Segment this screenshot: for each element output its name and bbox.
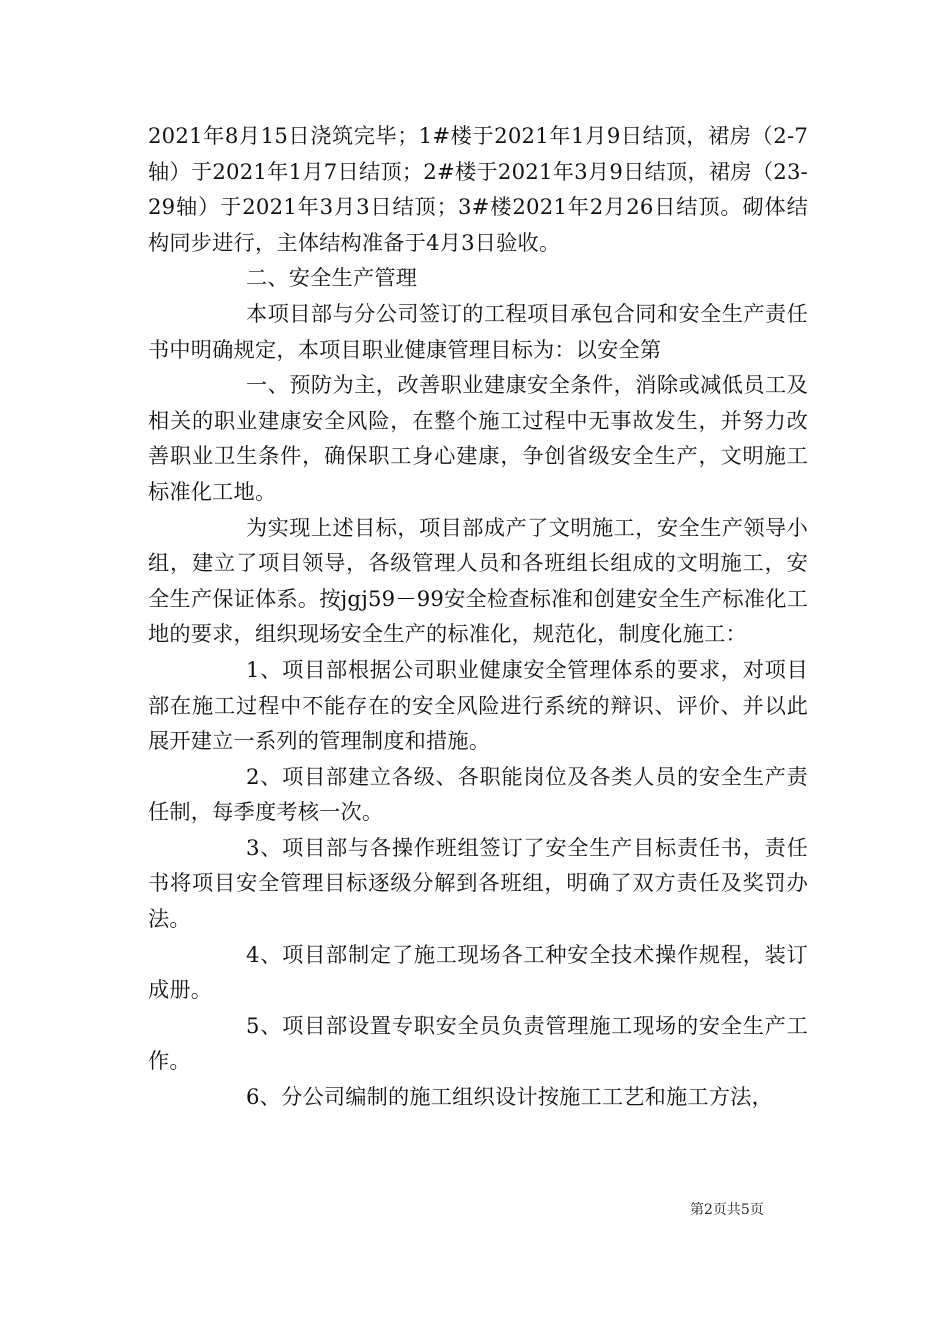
paragraph-1: 2021年8月15日浇筑完毕；1#楼于2021年1月9日结顶，裙房（2-7轴）于2021年1月7日结顶；2#楼于2021年3月9日结顶，裙房（23-29轴）于2021年3月3日结顶；3#楼2021年2月26日结顶。砌体结构同步进行，主体结构准备于4月3日验收。 bbox=[148, 123, 808, 255]
section-heading-safety: 二、安全生产管理 bbox=[246, 265, 418, 291]
list-item-3: 3、项目部与各操作班组签订了安全生产目标责任书，责任书将项目安全管理目标逐级分解到各班组，明确了双方责任及奖罚办法。 bbox=[148, 834, 808, 932]
list-item-4: 4、项目部制定了施工现场各工种安全技术操作规程，装订成册。 bbox=[148, 941, 808, 1003]
page-number-footer: 第2页共5页 bbox=[690, 1202, 764, 1218]
list-item-1: 1、项目部根据公司职业健康安全管理体系的要求，对项目部在施工过程中不能存在的安全风险进行系统的辩识、评价、并以此展开建立一系列的管理制度和措施。 bbox=[148, 656, 808, 754]
paragraph-3: 一、预防为主，改善职业建康安全条件，消除或减低员工及相关的职业建康安全风险，在整个施工过程中无事故发生，并努力改善职业卫生条件，确保职工身心建康，争创省级安全生产，文明施工标准化工地。 bbox=[148, 372, 808, 504]
list-item-6: 6、分公司编制的施工组织设计按施工工艺和施工方法， bbox=[246, 1084, 773, 1110]
paragraph-4: 为实现上述目标，项目部成产了文明施工，安全生产领导小组，建立了项目领导，各级管理人员和各班组长组成的文明施工，安全生产保证体系。按jgj59－99安全检查标准和创建安全生产标准化工地的要求，组织现场安全生产的标准化，规范化，制度化施工： bbox=[148, 514, 808, 647]
list-item-5: 5、项目部设置专职安全员负责管理施工现场的安全生产工作。 bbox=[148, 1012, 808, 1074]
list-item-2: 2、项目部建立各级、各职能岗位及各类人员的安全生产责任制，每季度考核一次。 bbox=[148, 763, 808, 825]
document-body bbox=[148, 118, 808, 1115]
paragraph-2: 本项目部与分公司签订的工程项目承包合同和安全生产责任书中明确规定，本项目职业健康管理目标为：以安全第 bbox=[148, 300, 808, 362]
